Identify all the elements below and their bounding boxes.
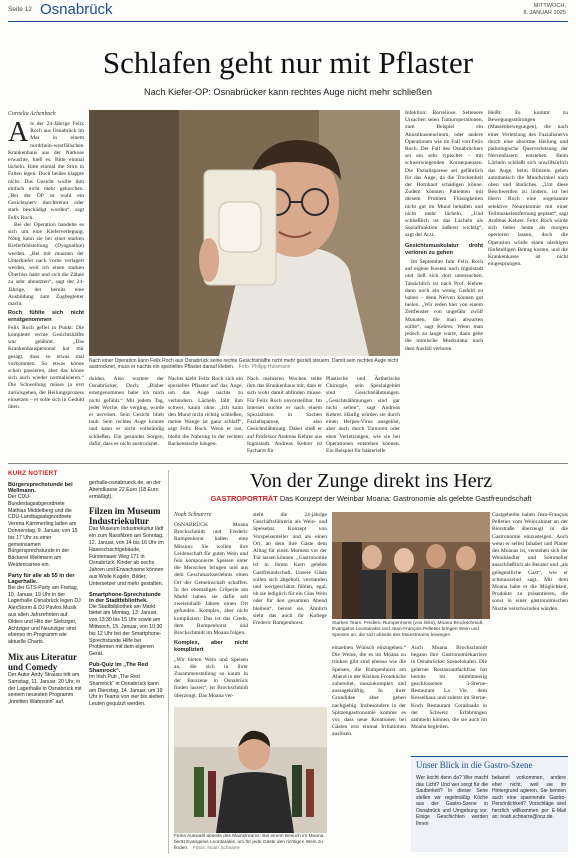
kurz-col2-heading-3: Pub-Quiz im „The Red Shamrock“.: [89, 661, 149, 674]
article2-deck-line: [174, 494, 568, 503]
article1-bottom-rule: [8, 463, 568, 464]
article2-author: Noah Schnarrre: [174, 512, 212, 518]
article1-caption: [89, 358, 400, 371]
kurz-col2-intro: gerhalle-osnabrueck.de, an der Abendkasse 22 Euro (18 Euro ermäßigt).: [89, 480, 161, 500]
article2-col1-subhead: Komplex, aber nicht kompliziert: [174, 640, 248, 654]
team-illustration: [332, 512, 490, 619]
header-day: MITTWOCH,: [533, 3, 566, 9]
blick-title: Unser Blick in die Gastro-Szene: [416, 760, 533, 770]
article2-caption-2-text: Feine Auswahl abseits des Mainstreams: Bei einem Besuch im Moana berät Evangelos Leontarakis, um für jede Gäste den richtigen Wein zu finden.: [174, 834, 324, 851]
article1-col1c: Felix Roch gefiel in Punkt: Die komplette rechte Gesichtshälfte war gelähmt. „Das Krankenhauspersonal hat mir gesagt, dass so etwas mal vorkommen. So etwas könne schon passieren, aber das könne sich auch wieder normalisieren.“ Die Schwellung müsse ja erst zurückgehen, der Heilungsprozess einsetzen – er solle sich in Geduld üben.: [8, 324, 84, 410]
kurz-column-2: [89, 480, 165, 852]
article2-column-3: einzelnen Wünsch einzugehen.“ Die Weine, die es im Moana zu trinken gibt sind ebenso wie die Speisen, die Rumpenhorst am Abend in der Kleinen Frontküche zubereitet, rauszukomplex und aussagekräftig. In ihrer Grundidee aber gehen nachgiebig. Insbesondere in der Spitzengastronomie komme es vor, dass neue Kreationen bei Gästen erst einmal Irritationen auslösen.: [332, 645, 406, 738]
article2-headline: Von der Zunge direkt ins Herz: [249, 470, 493, 492]
section-title: Osnabrück: [40, 1, 113, 18]
article2-kicker: GASTROPORTRÄT: [210, 494, 278, 503]
kurz-item-2-head: Party für alle ab 55 in der Lagerhalle.: [8, 572, 75, 585]
header-rule: [8, 21, 568, 22]
article1-photo: [89, 110, 400, 356]
kurz-item-2-body: Bei der GTS-Party am Freitag, 10. Januar, 19 Uhr in der Lagerhalle Osnabrück legen DJ AlexStorm & DJ Pavlos Musik aus allen Jahrzehnten auf. Oldies und Hits der Siebziger, Achtziger und Neunziger sind ebenso im Programm wie aktuelle Charts.: [8, 584, 81, 646]
article1-col6b: Im September fuhr Felix Roch auf eigene Kosten nach Ingolstadt und ließ sich dort untersuchen. Tatsächlich ist nach Prof. Kehrer dann noch ein wenig Geduld zu haben – denn Nerven können gut heilen. „Wir reden hier von einem Zeitfenster von ungefähr zwölf Monaten, die man abwarten sollte“, sagt Kehrer. Wenn man jedoch zu lange warte, dann gehe die mimische Muskulatur nach dem Ausfall verloren.: [405, 259, 483, 352]
article1-col1-subhead: Roch fühlte sich nicht ernstgenommen: [8, 310, 84, 324]
kurz-item-1-body: Der CDU-Bundestagsabgeordnete Mathias Middelberg und die CDU-Landtagsabgeordnete Verena Kämmerling laden am Donnerstag, 9. Januar, von 15 bis 17 Uhr zu einer gemeinsamen Bürgersprechstunde in der Bäckerei Wellmann am Weidencarree ein.: [8, 494, 78, 568]
kurz-col2-body-2: Die Stadtbibliothek am Markt bietet am Montag, 13. Januar, von 13:30 bis 15 Uhr sowie am Mittwoch, 15. Januar, von 10:30 bis 12 Uhr bei der Smartphone-Sprechstunde Hilfe bei Problemen mit dem eigenen Gerät.: [89, 603, 163, 658]
kurz-item-1-head: Bürgersprechstunde bei Wellmann.: [8, 482, 73, 494]
article1-col4-text: Nach mehreren Wochen teilte ihm das Krankenhaus mit, dass er sich wohl damit abfinden müsse. Für Felix Roch unvorstellbar. Im Internet suchte er nach einem Spezialisten in Sachen Fazialisparese, also Gesichtslähmung. Dabei stieß er auf Professor Andreas Kehrer aus Ingolstadt. Andreas Kehrer ist Facharzt für: [247, 376, 322, 455]
blick-column-1: Wer kocht denn da? Wer macht das Licht? Und wer sorgt für die Sauberkeit? In dieser Serie stellen wir regelmäßig Köche aus der Gastro-Szene in Osnabrück und Umgebung vor. Einige Geschichten werden Ihnen: [416, 775, 488, 827]
article1-col6-subhead: Gesichtsmuskulatur droht verloren zu gehen: [405, 242, 483, 256]
article2-deck: Das Konzept der Weinbar Moana: Gastronomie als gelebte Gastfreundschaft: [279, 494, 532, 503]
article1-column-5: Plastische und Ästhetische Chirurgie, sein Spezialgebiet sind Gesichtslähmungen. „Gesichtslähmungen sind gar nicht selten“, sagt Andreas Kehrer. Häufig würden sie durch einen Herpes-Virus ausgelöst, aber auch durch Tumoren oder eben Verletzungen, wie sie bei Operationen entstehen können. Ein Beispiel für bakterielle: [326, 376, 400, 455]
article2-column-1: [174, 522, 248, 702]
article1-col1b: Bei der Operation handelte es sich um eine Kieferverlegung. Nötig kann sie bei einer starken Kieferfehlstellung (Dysgnathie) werden. „Bei mir mussten der Unterkiefer nach vorne verlagert werden, weil ich einen starken Überbiss hatte und sich die Zähne zu sehr abnutzten“, sagt der 24-Jährige, der bereits eine Ausbildung zum Zugbegleiter macht.: [8, 221, 84, 308]
article1-caption-text: Nach einer Operation kann Felix Roch aus Osnabrück seine rechte Gesichtshälfte nicht mehr gezielt steuern. Damit sein rechtes Auge nicht austrocknet, muss er nachts ein spezielles Pflaster darauf kleben.: [89, 358, 399, 371]
article1-column-3: Nachts klebt Felix Roch sich ein spezielles Pflaster auf das Auge, um das Auge nachts zu verhindern. Lächeln fällt ihm schwer, kaum ohne. „Ich kann den Mund nicht richtig schließen, meine Wange ist ganz schlaff“, sagt Felix Roch. Wenn er isst, bleibt die Nahrung in der rechten Backentasche hängen.: [168, 376, 243, 447]
article1-column-6: [405, 110, 483, 460]
kurz-column-1: [8, 480, 84, 852]
article2-column-2: steht die 24-jährige Geschäftsführerin als Wein- und Speisebar. Konzept von Vorspeisenteller und als einen Ort, an dem ihre Gäste dem Alltag für einen Moment vor der Tür lassen können. „Gastronomie ist in ihrem Kern gelebte Gastfreundschaft. Unsere Gäste sollen sich abgeholt, verstanden und wertgeschätzt fühlen, egal, ob sie lediglich für ein Glas Wein oder für den gesamten Abend bleiben“, betont sie. Ähnlich sieht das auch ihr Kollege Frederic Rumpenhorst.: [253, 512, 327, 627]
kurz-notiert-title: KURZ NOTIERT: [8, 470, 58, 477]
article1-column-4: [247, 376, 322, 459]
article1-subheadline: Nach Kiefer-OP: Osnabrücker kann rechtes Auge nicht mehr schließen: [143, 87, 432, 97]
article2-caption-2: [174, 834, 327, 852]
kurz-col2-body-3: Im Irish Pub „The Red Shamrock“ in Osnabrück kann am Dienstag, 14. Januar, um 19 Uhr in Teams von vier bis sieben Leuten gequizzt werden.: [89, 673, 164, 708]
article2-col1b: „Wir bieten Wein und Speisen an, die sich in ihrer Zusammenstellung so kaum in der Barszene in Osnabrück finden lassen“, ist Brockschmidt überzeugt. Das Moana ver-: [174, 656, 248, 699]
article2-column-4: Auch Moana Brockschmidt begann ihre Gastronomiekarriere in Osnabrücker Szenelokalen. Die gelernte Restaurantfachfrau hat bereits im mittelmeerig geschlossenen 3-Sterne-Restaurant La Vie, dem Kesselhaus und zuletzt im Sterne-Koch Restaurant Coralinada in der Schweiz Erfahrungen sammeln können, die sie auch im Moana begleiten.: [411, 645, 487, 731]
article2-column-5: Gastgeberbe haben Jean-François Pelletier vom Weincabinet an der Bierstraße überzeugt in die Gastronomie einzusteigen. Auch wenn er selbst Inhaber und Planer des Moanas ist, verstehen sich der Weinhändler und Sommelier ausschließlich als Berater und „als gelegentliche Gast“, wie er schmunzelnd sagt. Mit dem Moana habe er die Möglichkeit, Produkte zu präsentieren, die sonst in einer gastronomischen Nische verschwinden würden.: [492, 512, 568, 612]
article2-team-photo: [332, 512, 490, 619]
wine-illustration: [174, 707, 327, 833]
article1-author: Cornelia Achenbach: [8, 111, 56, 117]
article2-col1-text: OSNABRÜCK Moana Brockschmidt und Frederic Rumpenhorst haben eine Mission: Sie wollen ihre Leidenschaft für guten Wein und fein komponierte Speisen unter die Menschen bringen und aus dem Geschmackserlebnis einen Ort der Gemeinschaft schaffen. In der ehemaligen Crêperie am Markt haben sie dafür seit zweieinhalb Jahren einen Ort gefunden. Komplex, aber nicht kompliziert: Das ist das Credo, dem Rumpenhorst und Brockschmidt im Moana folgen.: [174, 522, 248, 637]
article1-headline: Schlafen geht nur mit Pflaster: [102, 45, 474, 80]
page-number: Seite 12: [8, 6, 32, 13]
article2-photo-credit: Fotos: Noah Schnarre: [192, 846, 240, 851]
kurz-col2-heading-2: Smartphone-Sprechstunde in der Stadtbibliothek.: [89, 591, 161, 604]
article1-photo-credit: Foto: Philipp Hülsmann: [238, 364, 291, 371]
article1-column-7: Heißt: Es kommt zu Bewegungsstörungen (Massenbewegungen), die nach einer Verletzung des Fazialisnervs durch eine abnorme Heilung und pathologische Querverletzung der Nervenfasern entstehen. Beim Lächeln schließt sich unwillkürlich das Auge, beim Blinzeln gehen automatisch die Mundwinkel nach oben und ähnliches. „Um diese Beschwerden zu lindern, ist bei Herrn Roch eine sogenannte selektive Neurektomie mit einer Teilmuskelentfernung geplant“, sagt Andreas Kehrer. Felix Roch würde sich lieber heute als morgen operieren lassen, doch die Operation würde einen niedrigen fünfstelligen Betrag kosten, und die Krankenkasse ist nicht eingesprungen.: [488, 110, 568, 268]
kurz-item-3-head: Mix aus Literatur und Comedy: [8, 651, 77, 672]
article2-caption: Starkes Team: Frederic Rumpenhorst (von links), Moana Brockschmidt, Evangelos Leontarakis und Jean-François Pelletier bringen Wein und Speisen an, die sich abseits des Mainstreams bewegen.: [332, 621, 484, 638]
kurz-item-3-body: Der Autor Andy Strauss tritt am Samstag, 11. Januar, 20 Uhr, in der Lagerhalle in Osnabrück mit seinem neuesten Programm „Inmitten Wahnsinn“ auf.: [8, 671, 82, 706]
kurz-col2-body: Das Museum Industriekultur lädt ein zum Nassfilzen am Sonntag, 12. Januar, von 14 bis 16 Uhr im Haseschachtgebäude, Fürstenauer Weg 171 in Osnabrück. Kinder ab sechs Jahren und Erwachsene können aus Wolle Kugeln, Bilder, Untersetzer und mehr gestalten.: [89, 526, 164, 587]
kurz-col2-heading: Filzen im Museum Industriekultur: [89, 506, 161, 527]
dropcap: A: [8, 117, 29, 148]
article1-column-2: dulden. Also wartete der Osnabrücker. Doch: „Bisher ernstgenommen habe ich mich nicht gefühlt.“ Mit jedem Tag, jeder Woche, die verging, wurde er nervöser. Sein Gesicht blieb taub. Sein rechtes Auge konnte und kann er nicht vollständig schließen. Ein gesundes Sorgen, dafür, dass es nicht austrocknet.: [89, 376, 164, 447]
kurz-divider: [168, 470, 169, 854]
article1-column-1: [8, 117, 84, 459]
header-date: 8. JANUAR 2025: [523, 10, 566, 16]
article1-col1a: ls der 24-Jährige Felix Roch aus Osnabrück im Mai in einem nordrhein-westfälischen Krankenhaus aus der Narkose erwachte, hieß es: Bitte einmal lächeln. Bitte einmal die Stirn in Falten legen. Doch beides klappte nicht. Das Gesicht wollte ihm einfach nicht mehr gehorchen. „Bei der OP ist wohl ein Gesichtsnerv durchtrennt oder stark beschädigt worden“, sagt Felix Roch.: [8, 121, 84, 221]
article1-col6-text: Infektion: Borreliose. Seltenere Ursachen seien Tumoroperationen, zum Beispiel ein Akustikusneurinom, oder andere Operationen wie im Fall von Felix Roch. Der Fall des Osnabrückers sei ein sehr typischer – mit schwerwiegenden Konsequenzen. Die Fazialisparese sei gefährlich für das Auge, da die Trockenheit der Hornhaut schädigen könne. Zudem könnten Patienten mit diesem Problem Flüssigkeiten nicht gut im Mund behalten und nicht mehr lächeln. „Und schließlich ist das Lächeln als Sozialfunktion äußerst wichtig“, sagt der Arzt.: [405, 110, 483, 239]
article2-wine-photo: [174, 707, 327, 833]
portrait-illustration: [89, 110, 400, 356]
blick-column-2: bekannt vorkommen, andere eher nicht, weil sie im Hintergrund agieren. Sie kennen auch eine spannende Gastro-Persönlichkeit? Vorschläge sind herzlich willkommen per E-Mail an: noah.schnarre@noz.de.: [492, 775, 566, 820]
